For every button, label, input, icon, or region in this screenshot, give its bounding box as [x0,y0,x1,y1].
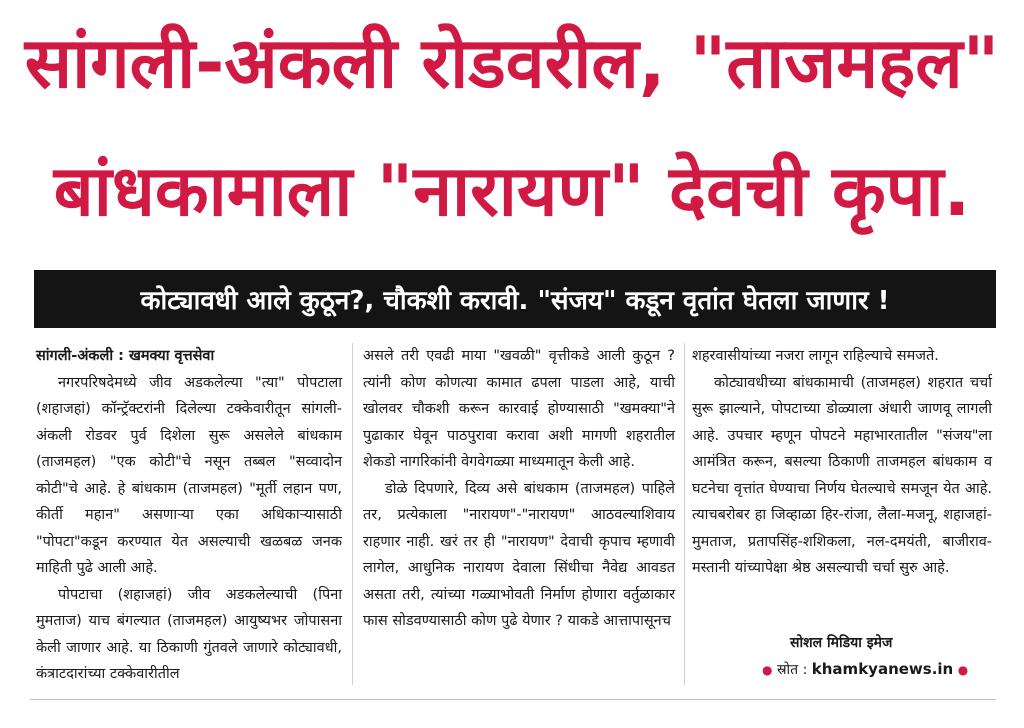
article-column-3 [692,343,992,582]
byline: सांगली-अंकली : खमक्या वृत्तसेवा [36,348,215,364]
column-divider [684,343,685,685]
paragraph: असले तरी एवढी माया "खवळी" वृत्तीकडे आली कुठून ? त्यांनी कोण कोणत्या कामात ढपला पाडला आहे, याची खोलवर चौकशी करून कारवाई होण्यासाठी "खमक्या"ने पुढाकार घेवून पाठपुरावा करावा अशी मागणी शहरातील शेकडो नागरिकांनी वेगवेगळ्या माध्यमातून केली आहे. [363,348,675,470]
column-divider [352,343,353,685]
bullet-dot-icon: ● [957,663,969,677]
paragraph: नगरपरिषदेमध्ये जीव अडकलेल्या "त्या" पोपटाला (शहाजहां) कॉन्ट्रॅक्टरांनी दिलेल्या टक्केवारीतून सांगली-अंकली रोडवर पुर्व दिशेला सुरू असलेले बांधकाम (ताजमहल) "एक कोटी"चे नसून तब्बल "सव्वादोन कोटी"चे आहे. हे बांधकाम (ताजमहल) "मूर्ती लहान पण, कीर्ती महान" असणाऱ्या एका अधिकाऱ्यासाठी "पोपटा"कडून करण्यात येत असल्याची खळबळ जनक माहिती पुढे आली आहे. [36,374,342,576]
source-label: स्रोत : [776,662,808,678]
subheadline-text: कोट्यावधी आले कुठून?, चौकशी करावी. "संजय" कडून वृतांत घेतला जाणार ! [140,286,890,316]
paragraph: पोपटाचा (शहाजहां) जीव अडकलेल्याची (पिना मुमताज) याच बंगल्यात (ताजमहल) आयुष्यभर जोपासना केली जाणार आहे. या ठिकाणी गुंतवले जाणारे कोट्यावधी, कंत्राटदारांच्या टक्केवारीतील [36,586,342,682]
bullet-dot-icon: ● [762,663,773,677]
article-column-2 [363,343,675,635]
subheadline-banner [34,270,996,328]
article-column-1 [36,343,342,688]
source-url: khamkyanews.in [811,660,954,678]
paragraph: शहरवासीयांच्या नजरा लागून राहिल्याचे समजते. [692,348,939,364]
headline-line-1: सांगली-अंकली रोडवरील, "ताजमहल" [24,22,1000,104]
paragraph: डोळे दिपणारे, दिव्य असे बांधकाम (ताजमहल) पाहिले तर, प्रत्येकाला "नारायण"-"नारायण" आठवल्याशिवाय राहणार नाही. खरं तर ही "नारायण" देवाची कृपाच म्हणावी लागेल, आधुनिक नारायण देवाला सिंधीचा नैवेद्य आवडत असता तरी, त्यांच्या गळ्याभोवती निर्माण होणारा वर्तुळाकार फास सोडवण्यासाठी कोण पुढे येणार ? याकडे आत्तापासूनच [363,480,675,629]
source-line [762,660,968,679]
paragraph: कोट्यावधीच्या बांधकामाची (ताजमहल) शहरात चर्चा सुरू झाल्याने, पोपटाच्या डोळ्याला अंधारी जाणवू लागली आहे. उपचार म्हणून पोपटने महाभारतातील "संजय"ला आमंत्रित करून, बसल्या ठिकाणी ताजमहल बांधकाम व घटनेचा वृत्तांत घेण्याचा निर्णय घेतल्याचे समजून येत आहे. त्याचबरोबर हा जिव्हाळा हिर-रांजा, लैला-मजनू, शहाजहां-मुमताज, प्रतापसिंह-शशिकला, नल-दमयंती, बाजीराव-मस्तानी यांच्यापेक्षा श्रेष्ठ असल्याची चर्चा सुरु आहे. [692,374,992,576]
bottom-rule [30,699,996,700]
image-credit: सोशल मिडिया इमेज [790,635,893,651]
headline-line-2: बांधकामाला "नारायण" देवची कृपा. [53,150,971,232]
